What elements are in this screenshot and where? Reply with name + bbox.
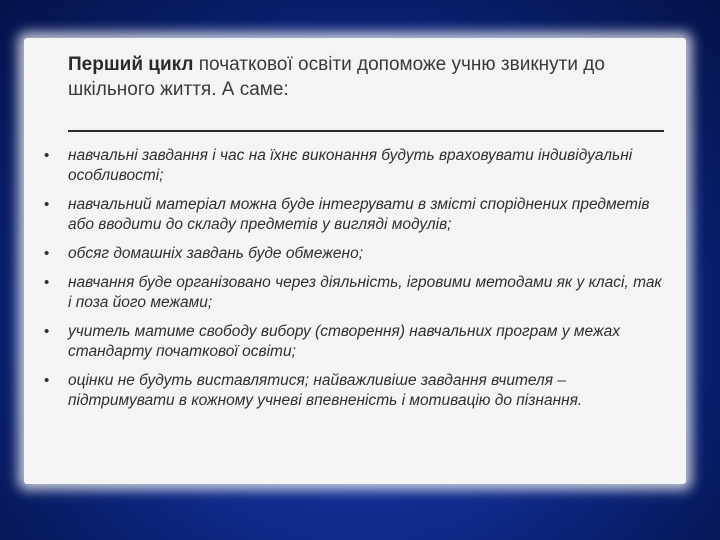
list-item [24, 244, 664, 264]
slide-card [24, 38, 686, 484]
list-item-text: учитель матиме свободу вибору (створення) навчальних програм у межах стандарту початкової освіти; [68, 323, 620, 360]
list-item [24, 195, 664, 235]
bullet-icon: • [44, 147, 50, 164]
bullet-icon: • [44, 274, 50, 291]
list-item [24, 146, 664, 186]
heading-bold: Перший цикл [68, 54, 194, 75]
list-item [24, 371, 664, 411]
list-item [24, 322, 664, 362]
list-item-text: навчальні завдання і час на їхнє виконання будуть враховувати індивідуальні особливості; [68, 147, 633, 184]
bullet-icon: • [44, 245, 50, 262]
bullet-icon: • [44, 196, 50, 213]
list-item-text: навчання буде організовано через діяльність, ігровими методами як у класі, так і поза його межами; [68, 274, 662, 311]
bullet-icon: • [44, 323, 50, 340]
divider-line [68, 130, 664, 132]
bullet-list [24, 146, 664, 420]
slide-heading [68, 52, 668, 102]
bullet-icon: • [44, 372, 50, 389]
list-item-text: обсяг домашніх завдань буде обмежено; [68, 245, 363, 262]
list-item-text: оцінки не будуть виставлятися; найважливіше завдання вчителя – підтримувати в кожному учневі впевненість і мотивацію до пізнання. [68, 372, 583, 409]
list-item [24, 273, 664, 313]
list-item-text: навчальний матеріал можна буде інтегрувати в змісті споріднених предметів або вводити до складу предметів у вигляді модулів; [68, 196, 650, 233]
heading-text: початкової освіти допоможе учню звикнути до шкільного життя. А саме: [68, 54, 605, 100]
